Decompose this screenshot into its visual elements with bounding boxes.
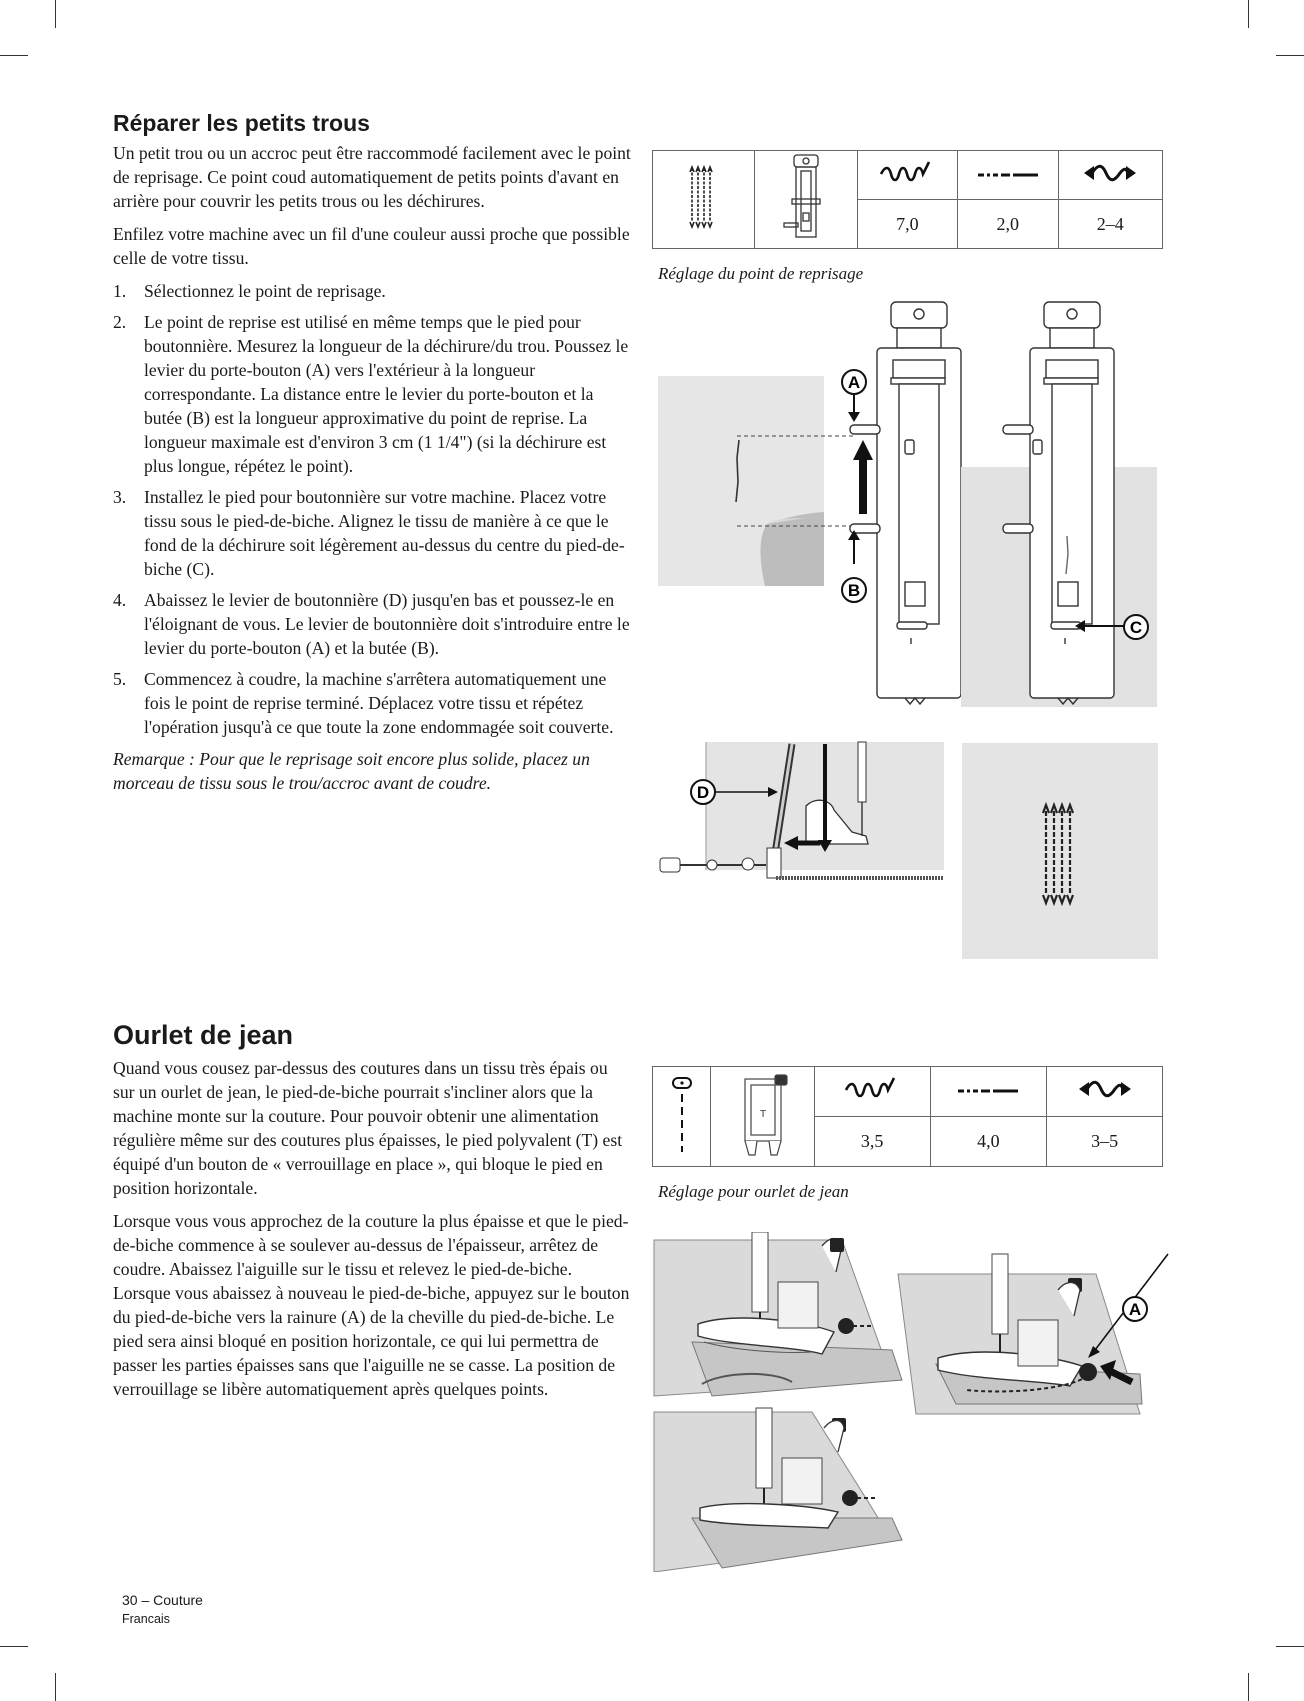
jeans-settings-table <box>652 1066 1163 1167</box>
stitch-width-symbol <box>877 160 937 186</box>
jeans-intro: Quand vous cousez par-dessus des coutures dans un tissu très épais ou sur un ourlet de jean, le pied-de-biche pourrait s'incliner alors que la machine monte sur la couture. Pour pouvoir obtenir une alimentation régulière même sur des coutures plus épaisses, le pied polyvalent (T) est équipé d'un bouton de « verrouillage en place », qui bloque le pied en position horizontale. <box>113 1058 623 1198</box>
jeans-step-3 <box>898 1254 1168 1414</box>
callout-a: A <box>1128 1300 1142 1319</box>
tension-value: 2–4 <box>1058 200 1162 249</box>
jeans-text-column <box>113 1056 633 1410</box>
section-title-darning: Réparer les petits trous <box>113 110 370 136</box>
jeans-callout-a <box>1120 1294 1150 1324</box>
step-item: 3. Installez le pied pour boutonnière sur votre machine. Placez votre tissu sous le pied-de-biche. Alignez le tissu de manière à ce que le fond de la déchirure soit légèrement au-dessus du centre du pied-de-biche (C). <box>113 487 625 579</box>
buttonhole-foot-symbol <box>776 153 836 241</box>
presser-foot-t-symbol <box>731 1069 795 1159</box>
callout-d: D <box>696 783 710 802</box>
darning-table-caption: Réglage du point de reprisage <box>658 264 864 283</box>
length-value: 4,0 <box>930 1117 1047 1167</box>
tension-value: 3–5 <box>1047 1117 1163 1167</box>
darning-text-column <box>113 141 633 804</box>
length-value: 2,0 <box>958 200 1059 249</box>
callout-a: A <box>847 373 861 392</box>
crop-mark <box>55 1673 56 1701</box>
foot-letter: T <box>759 1109 766 1120</box>
step-item: 2. Le point de reprise est utilisé en même temps que le pied pour boutonnière. Mesurez la longueur de la déchirure/du trou. Poussez le levier du porte-bouton (A) vers l'extérieur à la longueur correspondante. La distance entre le levier du porte-bouton et la butée (B) est la longueur approximative du point de reprise. La longueur maximale est d'environ 3 cm (1 1/4") (si la déchirure est plus longue, répétez le point). <box>113 312 629 476</box>
darning-foot-illustration <box>655 292 1160 712</box>
stitch-length-symbol <box>956 1085 1020 1097</box>
step-item: 4. Abaissez le levier de boutonnière (D) jusqu'en bas et poussez-le en l'éloignant de vous. Le levier de boutonnière doit s'introduire entre le levier du porte-bouton (A) et la butée (B). <box>113 590 630 658</box>
crop-mark <box>1248 0 1249 28</box>
presser-foot-t-icon <box>711 1067 814 1167</box>
darning-thread-note: Enfilez votre machine avec un fil d'une couleur aussi proche que possible celle de votre tissu. <box>113 224 630 268</box>
footer-language: Francais <box>122 1612 170 1626</box>
thread-tension-symbol <box>1075 1076 1135 1102</box>
crop-mark <box>1276 55 1304 56</box>
section-title-jeans-hem: Ourlet de jean <box>113 1020 294 1050</box>
width-icon <box>814 1067 930 1117</box>
crop-mark <box>1276 1646 1304 1647</box>
tension-icon <box>1058 151 1162 200</box>
jeans-step-1 <box>654 1232 902 1396</box>
darning-stitch-symbol <box>684 164 724 230</box>
crop-mark <box>1248 1673 1249 1701</box>
buttonhole-lever-side-view <box>656 740 946 890</box>
darning-intro: Un petit trou ou un accroc peut être raccommodé facilement avec le point de reprisage. Ce point coud automatiquement de petits points d'avant en arrière pour couvrir les petits trous ou les déchirures. <box>113 143 631 211</box>
jeans-table-caption: Réglage pour ourlet de jean <box>658 1182 849 1201</box>
stitch-length-symbol <box>976 169 1040 181</box>
straight-stitch-icon <box>653 1067 711 1167</box>
width-value: 3,5 <box>814 1117 930 1167</box>
darning-settings-table <box>652 150 1163 249</box>
width-icon <box>857 151 957 200</box>
step-item: 5. Commencez à coudre, la machine s'arrêtera automatiquement une fois le point de reprise terminé. Déplacez votre tissu et répétez l'opération jusqu'à ce que toute la zone endommagée soit couverte. <box>113 669 614 737</box>
crop-mark <box>0 55 28 56</box>
buttonhole-foot-icon <box>755 151 857 249</box>
length-icon <box>958 151 1059 200</box>
darned-fabric-result <box>962 743 1158 959</box>
jeans-step-2 <box>654 1408 902 1572</box>
crop-mark <box>55 0 56 28</box>
length-icon <box>930 1067 1047 1117</box>
darning-steps <box>113 279 633 739</box>
callout-b: B <box>847 581 861 600</box>
jeans-instructions: Lorsque vous vous approchez de la couture la plus épaisse et que le pied-de-biche commence à se soulever au-dessus de l'épaisseur, arrêtez de coudre. Abaissez l'aiguille sur le tissu et relevez le pied-de-biche. Lorsque vous abaissez à nouveau le pied-de-biche, appuyez sur le bouton du pied-de-biche vers la rainure (A) de la cheville du pied-de-biche. Le pied sera ainsi bloqué en position horizontale, ce qui lui permettra de passer les parties épaisses sans que l'aiguille ne se casse. La position de verrouillage se libère automatiquement après quelques points. <box>113 1211 630 1399</box>
darning-stitch-icon <box>653 151 755 249</box>
step-item: 1. Sélectionnez le point de reprisage. <box>113 281 386 301</box>
tension-icon <box>1047 1067 1163 1117</box>
callout-c: C <box>1129 618 1143 637</box>
crop-mark <box>0 1646 28 1647</box>
jeans-hem-illustrations <box>652 1232 1212 1572</box>
width-value: 7,0 <box>857 200 957 249</box>
thread-tension-symbol <box>1080 160 1140 186</box>
footer-page-number: 30 – Couture <box>122 1592 203 1608</box>
stitch-width-symbol <box>842 1076 902 1102</box>
straight-stitch-symbol <box>667 1072 697 1156</box>
darning-remark: Remarque : Pour que le reprisage soit encore plus solide, placez un morceau de tissu sous le trou/accroc avant de coudre. <box>113 749 590 793</box>
